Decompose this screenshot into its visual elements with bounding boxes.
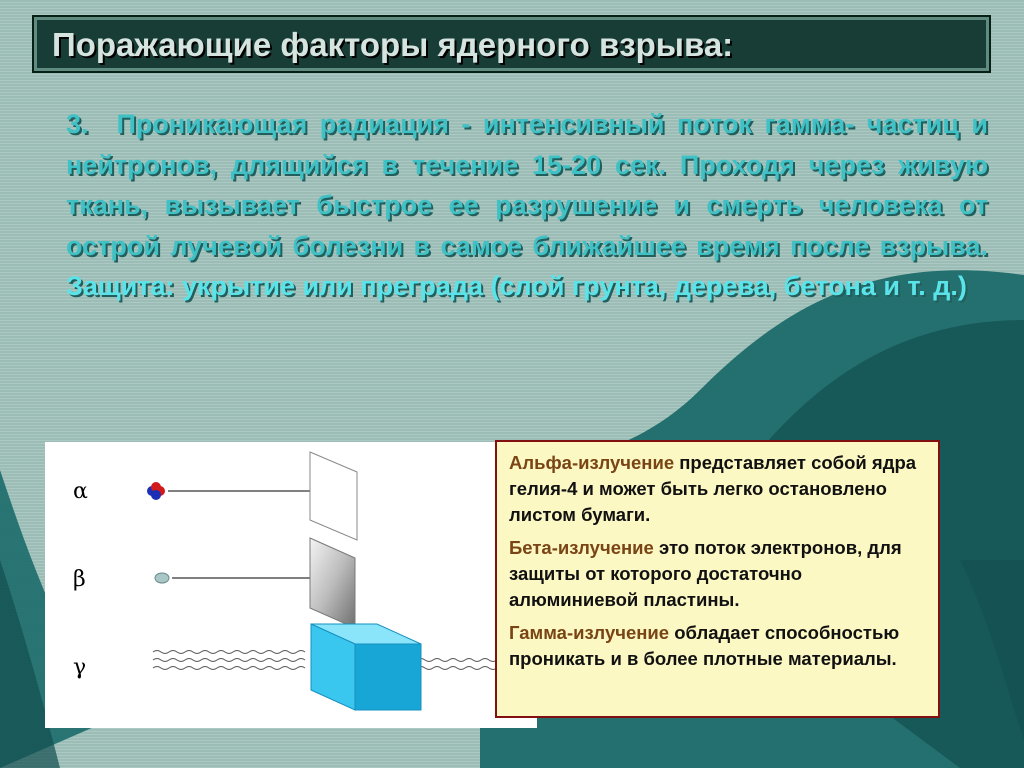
page-title: Поражающие факторы ядерного взрыва: <box>52 26 734 63</box>
protection-text: Защита: укрытие или преграда (слой грунта, дерева, бетона и т. д.) <box>66 271 967 301</box>
aluminium-plate <box>310 538 355 628</box>
alpha-info <box>509 450 926 528</box>
beta-info <box>509 535 926 613</box>
beta-term: Бета-излучение <box>509 537 654 558</box>
beta-description: это поток электронов, для защиты от которого достаточно алюминиевой пластины. <box>509 537 902 610</box>
gamma-term: Гамма-излучение <box>509 622 670 643</box>
gamma-info <box>509 620 926 672</box>
alpha-label: α <box>73 479 88 504</box>
alpha-term: Альфа-излучение <box>509 452 675 473</box>
paper-sheet <box>310 452 357 540</box>
beta-label: β <box>73 567 86 592</box>
title-bar <box>32 15 991 73</box>
radiation-description: Проникающая радиация - интенсивный поток гамма- частиц и нейтронов, длящийся в течение 15-20 сек. Проходя через живую ткань, вызывает быстрое ее разрушение и смерть человека от острой лучевой болезни в самое ближайшее время после взрыва. <box>66 109 988 261</box>
main-paragraph <box>66 104 988 307</box>
alpha-particle-icon <box>147 482 165 500</box>
radiation-types-info-box <box>495 440 940 718</box>
alpha-description: представляет собой ядра гелия-4 и может быть легко остановлено листом бумаги. <box>509 452 917 525</box>
radiation-penetration-diagram <box>45 442 537 728</box>
gamma-description: обладает способностью проникать и в более плотные материалы. <box>509 622 900 669</box>
beta-particle-icon <box>155 573 169 583</box>
concrete-block <box>311 624 421 710</box>
item-number: 3. <box>66 109 89 139</box>
gamma-label: γ <box>73 655 87 680</box>
